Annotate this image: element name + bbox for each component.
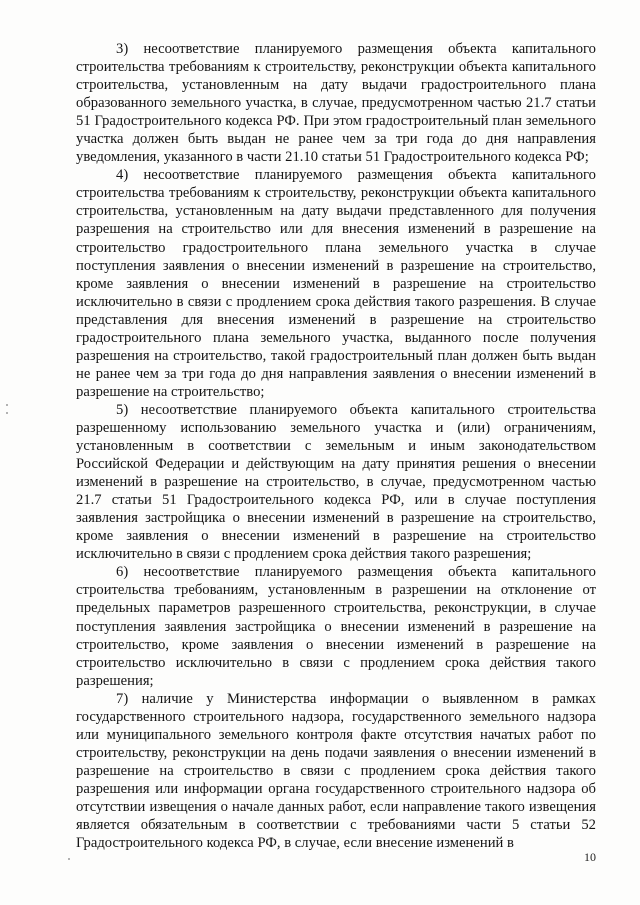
- scan-speck: [68, 858, 70, 860]
- paragraph-item-4: 4) несоответствие планируемого размещения объекта капитального строительства требованиям к строительству, реконструкции объекта капитального строительства, установленным на дату выдачи представленного для получения разрешения на строительство или для внесения изменений в разрешение на строительство градостроительного плана земельного участка в случае поступления заявления о внесении изменений в разрешение на строительство, кроме заявления о внесении изменений в разрешение на строительство исключительно в связи с продлением срока действия такого разрешения. В случае представления для внесения изменений в разрешение на строительство градостроительного плана земельного участка, выданного после получения разрешения на строительство, такой градостроительный план должен быть выдан не ранее чем за три года до дня направления заявления о внесении изменений в разрешение на строительство;: [76, 167, 596, 400]
- scan-speck: [6, 412, 8, 414]
- paragraph-item-5: 5) несоответствие планируемого объекта капитального строительства разрешенному использованию земельного участка и (или) ограничениям, установленным в соответствии с земельным и иным законодательством Российской Федерации и действующим на дату принятия решения о внесении изменений в разрешение на строительство, в случае, предусмотренном частью 21.7 статьи 51 Градостроительного кодекса РФ, или в случае поступления заявления застройщика о внесении изменений в разрешение на строительство, кроме заявления о внесении изменений в разрешение на строительство исключительно в связи с продлением срока действия такого разрешения;: [76, 401, 596, 563]
- paragraph-item-7: 7) наличие у Министерства информации о выявленном в рамках государственного строительного надзора, государственного земельного надзора или муниципального земельного контроля факте отсутствия начатых работ по строительству, реконструкции на день подачи заявления о внесении изменений в разрешение на строительство в связи с продлением срока действия такого разрешения или информации органа государственного строительного надзора об отсутствии извещения о начале данных работ, если направление такого извещения является обязательным в соответствии с требованиями части 5 статьи 52 Градостроительного кодекса РФ, в случае, если внесение изменений в: [76, 690, 596, 852]
- page-number: 10: [584, 850, 596, 864]
- paragraph-item-6: 6) несоответствие планируемого размещения объекта капитального строительства требованиям, установленным в разрешении на отклонение от предельных параметров разрешенного строительства, реконструкции, в случае поступления заявления застройщика о внесении изменений в разрешение на строительство, кроме заявления о внесении изменений в разрешение на строительство исключительно в связи с продлением срока действия такого разрешения;: [76, 564, 596, 689]
- scan-speck: [6, 404, 8, 406]
- document-body: [76, 40, 596, 852]
- paragraph-item-3: 3) несоответствие планируемого размещения объекта капитального строительства требованиям к строительству, реконструкции объекта капитального строительства, установленным на дату выдачи градостроительного плана образованного земельного участка, в случае, предусмотренном частью 21.7 статьи 51 Градостроительного кодекса РФ. При этом градостроительный план земельного участка должен быть выдан не ранее чем за три года до дня направления уведомления, указанного в части 21.10 статьи 51 Градостроительного кодекса РФ;: [76, 41, 596, 166]
